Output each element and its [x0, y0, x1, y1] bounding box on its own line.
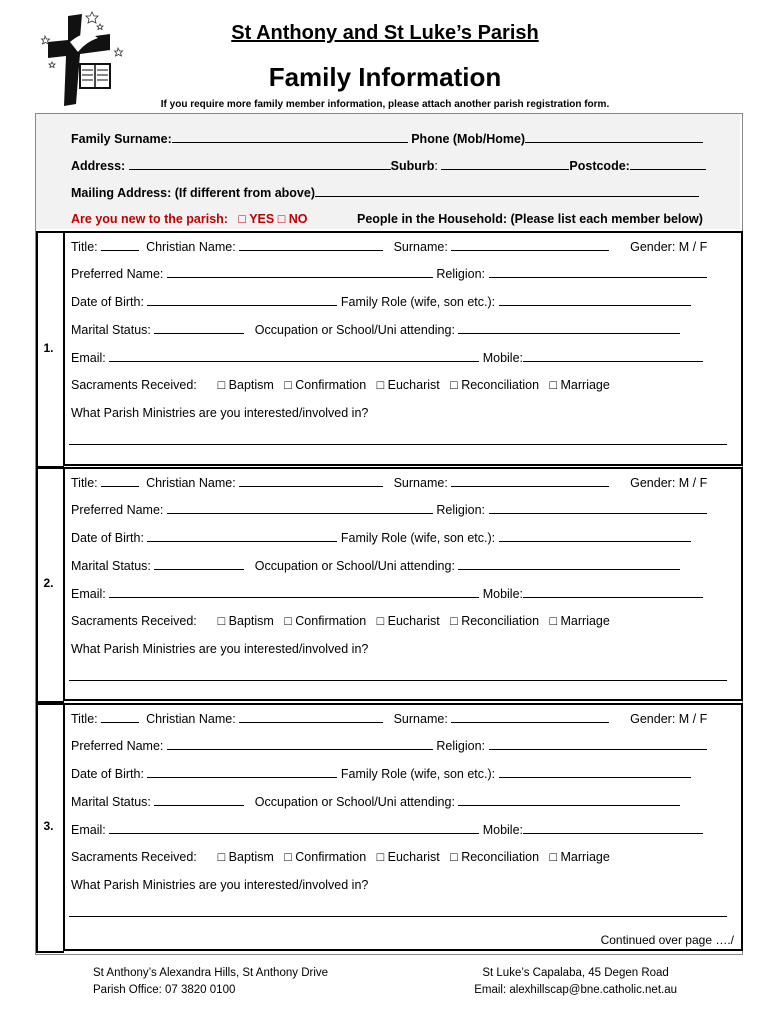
- confirmation-label: Confirmation: [295, 850, 367, 864]
- eucharist-checkbox[interactable]: □: [376, 614, 385, 628]
- marital-row: [71, 558, 680, 573]
- marital-label: Marital Status:: [71, 559, 151, 573]
- sacraments-label: Sacraments Received:: [71, 378, 197, 392]
- ministries-row: [71, 406, 368, 420]
- email-row: [71, 822, 703, 837]
- sacraments-row: [71, 850, 610, 864]
- marital-row: [71, 794, 680, 809]
- reconciliation-checkbox[interactable]: □: [450, 850, 458, 864]
- new-parish-question: Are you new to the parish:: [71, 212, 228, 226]
- suburb-field[interactable]: [441, 158, 569, 170]
- marital-row: [71, 322, 680, 337]
- baptism-label: Baptism: [228, 614, 274, 628]
- title-field[interactable]: [101, 711, 139, 723]
- dob-row: [71, 530, 691, 545]
- family-role-field[interactable]: [499, 766, 691, 778]
- gender-label: Gender: M / F: [630, 240, 708, 254]
- occupation-label: Occupation or School/Uni attending:: [254, 795, 455, 809]
- title-label: Title:: [71, 712, 98, 726]
- email-field[interactable]: [109, 586, 479, 598]
- postcode-label: Postcode:: [569, 159, 630, 173]
- title-row: [71, 475, 707, 490]
- mobile-label: Mobile:: [482, 351, 523, 365]
- ministries-row: [71, 878, 368, 892]
- eucharist-label: Eucharist: [387, 614, 440, 628]
- surname-field[interactable]: [451, 475, 609, 487]
- new-parish-row: [71, 212, 308, 226]
- yes-label: YES: [249, 212, 275, 226]
- surname-field[interactable]: [451, 239, 609, 251]
- dob-field[interactable]: [147, 530, 337, 542]
- occupation-field[interactable]: [458, 558, 680, 570]
- preferred-row: [71, 738, 707, 753]
- mobile-label: Mobile:: [482, 823, 523, 837]
- ministries-label: What Parish Ministries are you interested/involved in?: [71, 642, 369, 656]
- family-role-label: Family Role (wife, son etc.):: [340, 531, 496, 545]
- marriage-checkbox[interactable]: □: [549, 378, 558, 392]
- eucharist-checkbox[interactable]: □: [376, 850, 385, 864]
- ministries-field[interactable]: [69, 444, 727, 445]
- preferred-row: [71, 502, 707, 517]
- reconciliation-label: Reconciliation: [461, 850, 540, 864]
- christian-name-label: Christian Name:: [146, 476, 236, 490]
- religion-label: Religion:: [436, 503, 486, 517]
- christian-name-label: Christian Name:: [146, 240, 236, 254]
- continued-note: Continued over page …./: [600, 933, 734, 947]
- occupation-label: Occupation or School/Uni attending:: [254, 559, 455, 573]
- marriage-label: Marriage: [560, 614, 610, 628]
- dob-field[interactable]: [147, 766, 337, 778]
- title-label: Title:: [71, 240, 98, 254]
- religion-label: Religion:: [436, 267, 486, 281]
- marital-label: Marital Status:: [71, 323, 151, 337]
- marriage-label: Marriage: [560, 850, 610, 864]
- postcode-field[interactable]: [630, 158, 706, 170]
- occupation-label: Occupation or School/Uni attending:: [254, 323, 455, 337]
- yes-checkbox[interactable]: □: [238, 212, 246, 226]
- title-field[interactable]: [101, 239, 139, 251]
- eucharist-label: Eucharist: [387, 378, 440, 392]
- family-role-field[interactable]: [499, 294, 691, 306]
- title-field[interactable]: [101, 475, 139, 487]
- occupation-field[interactable]: [458, 794, 680, 806]
- surname-label: Surname:: [393, 712, 448, 726]
- email-label: Email:: [71, 823, 106, 837]
- religion-label: Religion:: [436, 739, 486, 753]
- title-row: [71, 711, 707, 726]
- no-label: NO: [288, 212, 308, 226]
- ministries-field[interactable]: [69, 916, 727, 917]
- marriage-checkbox[interactable]: □: [549, 614, 558, 628]
- dob-field[interactable]: [147, 294, 337, 306]
- instruction-note: If you require more family member information, please attach another parish registration form.: [160, 99, 610, 110]
- title-row: [71, 239, 707, 254]
- sacraments-row: [71, 614, 610, 628]
- preferred-name-label: Preferred Name:: [71, 267, 164, 281]
- gender-label: Gender: M / F: [630, 476, 708, 490]
- ministries-label: What Parish Ministries are you interested/involved in?: [71, 878, 369, 892]
- dob-label: Date of Birth:: [71, 531, 144, 545]
- marriage-checkbox[interactable]: □: [549, 850, 558, 864]
- mobile-field[interactable]: [523, 350, 703, 362]
- occupation-field[interactable]: [458, 322, 680, 334]
- title-label: Title:: [71, 476, 98, 490]
- confirmation-checkbox[interactable]: □: [284, 850, 292, 864]
- confirmation-label: Confirmation: [295, 378, 367, 392]
- baptism-label: Baptism: [228, 850, 274, 864]
- email-field[interactable]: [109, 350, 479, 362]
- preferred-name-field[interactable]: [167, 738, 433, 750]
- family-surname-label: Family Surname:: [71, 132, 172, 146]
- household-label: People in the Household: (Please list each member below): [357, 212, 703, 226]
- footer-right-line1: St Luke’s Capalaba, 45 Degen Road: [482, 967, 669, 979]
- form-title: Family Information: [268, 62, 502, 92]
- baptism-checkbox[interactable]: □: [217, 850, 226, 864]
- sacraments-label: Sacraments Received:: [71, 850, 197, 864]
- baptism-checkbox[interactable]: □: [217, 614, 226, 628]
- reconciliation-label: Reconciliation: [461, 614, 540, 628]
- email-label: Email:: [71, 587, 106, 601]
- eucharist-label: Eucharist: [387, 850, 440, 864]
- suburb-label: Suburb: [390, 159, 435, 173]
- member-number: 2.: [43, 576, 54, 590]
- footer-left-line2: Parish Office: 07 3820 0100: [93, 984, 236, 996]
- preferred-name-field[interactable]: [167, 266, 433, 278]
- ministries-row: [71, 642, 368, 656]
- gender-label: Gender: M / F: [630, 712, 708, 726]
- dob-label: Date of Birth:: [71, 767, 144, 781]
- marital-field[interactable]: [154, 794, 244, 806]
- reconciliation-checkbox[interactable]: □: [450, 378, 458, 392]
- confirmation-checkbox[interactable]: □: [284, 614, 292, 628]
- footer-left: [93, 965, 328, 999]
- dob-row: [71, 294, 691, 309]
- footer-right-line2: Email: alexhillscap@bne.catholic.net.au: [474, 984, 677, 996]
- marital-label: Marital Status:: [71, 795, 151, 809]
- mailing-field[interactable]: [315, 185, 699, 197]
- address-label: Address:: [71, 159, 126, 173]
- baptism-label: Baptism: [228, 378, 274, 392]
- address-row: Address: Suburb: Postcode:: [71, 158, 706, 173]
- eucharist-checkbox[interactable]: □: [376, 378, 385, 392]
- mobile-label: Mobile:: [482, 587, 523, 601]
- christian-name-field[interactable]: [239, 239, 383, 251]
- mobile-field[interactable]: [523, 822, 703, 834]
- religion-field[interactable]: [489, 266, 707, 278]
- surname-label: Surname:: [393, 240, 448, 254]
- ministries-label: What Parish Ministries are you interested/involved in?: [71, 406, 369, 420]
- christian-name-label: Christian Name:: [146, 712, 236, 726]
- dob-label: Date of Birth:: [71, 295, 144, 309]
- family-role-label: Family Role (wife, son etc.):: [340, 767, 496, 781]
- confirmation-label: Confirmation: [295, 614, 367, 628]
- confirmation-checkbox[interactable]: □: [284, 378, 292, 392]
- email-row: [71, 586, 703, 601]
- family-role-field[interactable]: [499, 530, 691, 542]
- family-role-label: Family Role (wife, son etc.):: [340, 295, 496, 309]
- preferred-name-label: Preferred Name:: [71, 503, 164, 517]
- christian-name-field[interactable]: [239, 711, 383, 723]
- reconciliation-checkbox[interactable]: □: [450, 614, 458, 628]
- family-surname-row: [71, 131, 703, 146]
- preferred-row: [71, 266, 707, 281]
- marriage-label: Marriage: [560, 378, 610, 392]
- religion-field[interactable]: [489, 738, 707, 750]
- phone-field[interactable]: [525, 131, 703, 143]
- member-number: 1.: [43, 340, 54, 355]
- footer-right: [474, 965, 677, 999]
- parish-name: St Anthony and St Luke’s Parish: [231, 22, 539, 44]
- mailing-label: Mailing Address: (If different from above): [71, 186, 316, 200]
- email-field[interactable]: [109, 822, 479, 834]
- marital-field[interactable]: [154, 558, 244, 570]
- preferred-name-field[interactable]: [167, 502, 433, 514]
- preferred-name-label: Preferred Name:: [71, 739, 164, 753]
- footer-left-line1: St Anthony’s Alexandra Hills, St Anthony Drive: [93, 967, 329, 979]
- email-label: Email:: [71, 351, 106, 365]
- family-surname-field[interactable]: [172, 131, 408, 143]
- dob-row: [71, 766, 691, 781]
- surname-label: Surname:: [393, 476, 448, 490]
- sacraments-row: [71, 378, 610, 392]
- ministries-field[interactable]: [69, 680, 727, 681]
- address-field[interactable]: [129, 158, 391, 170]
- religion-field[interactable]: [489, 502, 707, 514]
- sacraments-label: Sacraments Received:: [71, 614, 197, 628]
- member-number: 3.: [43, 819, 54, 833]
- christian-name-field[interactable]: [239, 475, 383, 487]
- baptism-checkbox[interactable]: □: [217, 378, 226, 392]
- surname-field[interactable]: [451, 711, 609, 723]
- email-row: [71, 350, 703, 365]
- mobile-field[interactable]: [523, 586, 703, 598]
- marital-field[interactable]: [154, 322, 244, 334]
- mailing-row: [71, 185, 699, 200]
- no-checkbox[interactable]: □: [277, 212, 286, 226]
- phone-label: Phone (Mob/Home): [411, 132, 526, 146]
- reconciliation-label: Reconciliation: [461, 378, 540, 392]
